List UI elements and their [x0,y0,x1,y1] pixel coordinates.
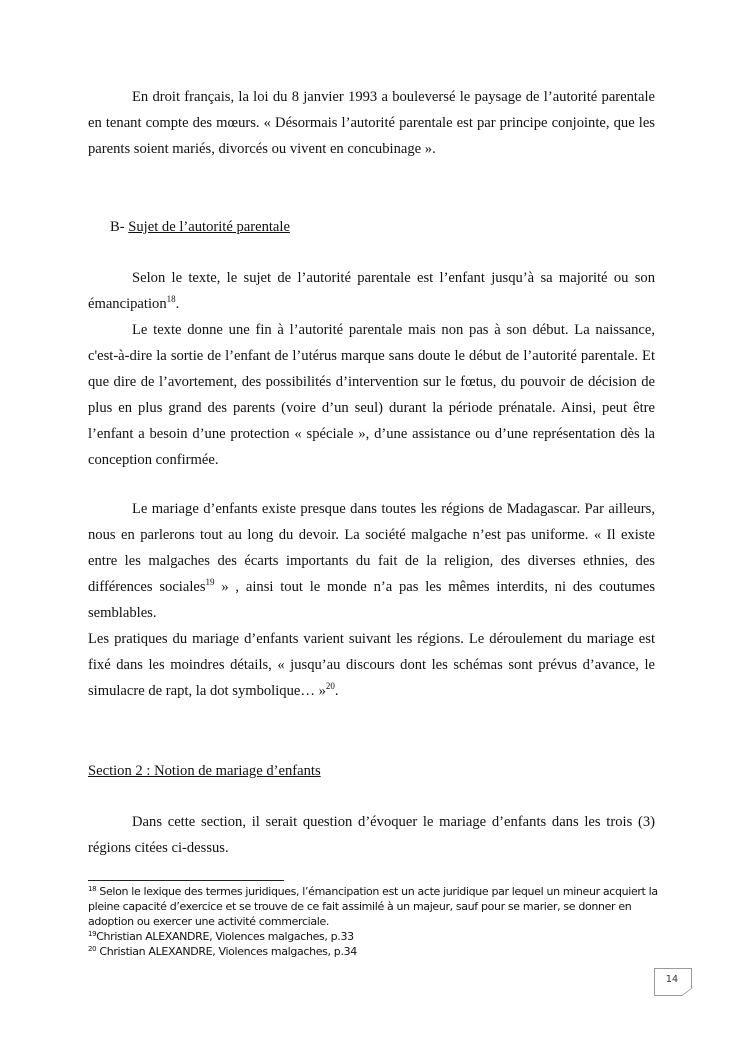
paragraph-text: Le texte donne une fin à l’autorité parentale mais non pas à son début. La naissance, c'est-à-dire la sortie de l’enfant de l’utérus marque sans doute le début de l’autorité parentale. Et que dire de l’avortement, des possibilités d’intervention sur le fœtus, du pouvoir de décision de plus en plus grand des parents (voire d’un seul) durant la période prénatale. Ainsi, peut être l’enfant a besoin d’une protection « spéciale », d’une assistance ou d’une représentation dès la conception confirmée. [88,322,655,468]
footnote-ref[interactable]: 18 [166,294,176,304]
paragraph-text: Dans cette section, il serait question d’évoquer le mariage d’enfants dans les trois (3) régions citées ci-dessus. [88,814,655,856]
paragraph-text-span: » , ainsi tout le monde n’a pas les mêmes interdits, ni des coutumes semblables. [88,579,655,621]
section-2-heading: Section 2 : Notion de mariage d’enfants [88,763,321,779]
paragraph-text-span: Selon le texte, le sujet de l’autorité parentale est l’enfant jusqu’à sa majorité ou son émancipation [88,270,655,312]
footnote-18 [88,884,658,929]
paragraph-text: En droit français, la loi du 8 janvier 1993 a bouleversé le paysage de l’autorité parentale en tenant compte des mœurs. « Désormais l’autorité parentale est par principe conjointe, que les parents soient mariés, divorcés ou vivent en concubinage ». [88,89,655,157]
footnote-separator [88,880,284,881]
paragraph-section-2 [88,809,655,861]
page-curl-icon [682,988,692,996]
footnotes [88,884,658,959]
subheading-title: Sujet de l’autorité parentale [128,219,290,235]
paragraph-text [88,626,655,704]
page-number: 14 [665,974,678,985]
paragraph-sujet-autorite [88,265,655,473]
footnote-ref[interactable]: 19 [205,577,215,587]
paragraph-loi-1993 [88,84,655,162]
footnote-text: Selon le lexique des termes juridiques, l’émancipation est un acte juridique par lequel un mineur acquiert la pleine capacité d’exercice et se trouve de ce fait assimilé à un majeur, sauf pour se marier, se donner en adoption ou exercer une activité commerciale. [88,885,658,928]
footnote-text: Christian ALEXANDRE, Violences malgaches, p.34 [96,945,357,958]
paragraph-text-span: Le mariage d’enfants existe presque dans toutes les régions de Madagascar. Par ailleurs, nous en parlerons tout au long du devoir. La société malgache n’est pas uniforme. « Il existe entre les malgaches des écarts importants du fait de la religion, des diverses ethnies, des différences sociales [88,501,655,595]
footnote-text: Christian ALEXANDRE, Violences malgaches, p.33 [96,930,354,943]
footnote-19 [88,929,658,944]
paragraph-text [88,265,655,317]
footnote-number: 19 [88,930,97,938]
footnote-ref[interactable]: 20 [325,681,335,691]
paragraph-end: . [334,683,339,699]
paragraph-end: . [175,296,180,312]
paragraph-text-span: Les pratiques du mariage d’enfants varient suivant les régions. Le déroulement du mariage est fixé dans les moindres détails, « jusqu’au discours dont les schémas sont prévus d’avance, le simulacre de rapt, la dot symbolique… » [88,631,655,699]
subheading-prefix: B- [110,219,125,235]
footnote-number: 20 [88,945,97,953]
footnote-20 [88,944,658,959]
footnote-number: 18 [88,885,97,893]
paragraph-mariage-enfants [88,496,655,704]
paragraph-text [88,496,655,626]
page-number-box [654,968,692,996]
subheading-b [110,214,290,240]
